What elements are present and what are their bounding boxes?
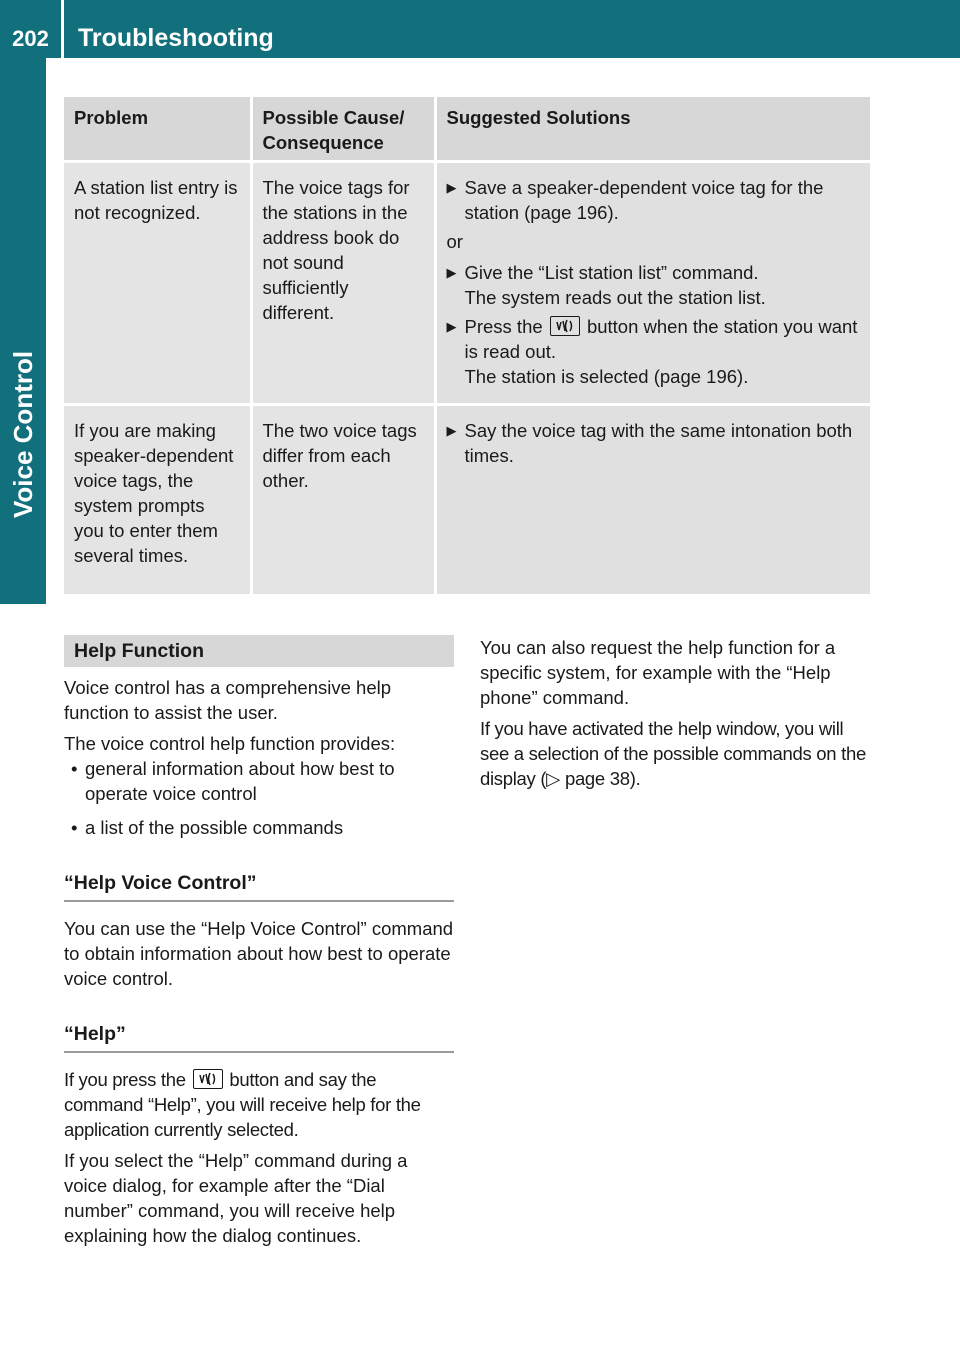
section-title: Troubleshooting [78,24,274,52]
left-column [64,635,454,1254]
right-column [480,635,872,797]
problem-cell: If you are making speaker-dependent voice tags, the system prompts you to enter them several times. [64,404,251,594]
step-text: Say the voice tag with the same intonation both times. [464,419,853,466]
column-header-solutions: Suggested Solutions [435,97,870,161]
list-item-text: a list of the possible commands [85,817,344,838]
page-header [0,0,960,58]
side-tab-label: Voice Control [8,350,38,518]
or-separator: or [446,230,463,252]
voice-control-icon [550,316,580,336]
voice-control-icon [193,1069,223,1089]
arrow-icon: ▶ [446,264,457,280]
column-header-problem: Problem [64,97,251,161]
help-heading: “Help” [64,1021,454,1053]
troubleshooting-table [64,97,870,594]
help-text-end: button and say the command “Help”, you will receive help for the application currently selected. [64,1069,421,1140]
list-item [64,815,454,840]
side-tab [0,58,46,604]
arrow-icon: ▶ [446,318,457,334]
step-text: button when the station you want is read out. [464,315,858,362]
help-function-provides: The voice control help function provides: [64,733,396,754]
solutions-cell [435,161,870,404]
bullet-icon: • [71,817,78,838]
page-number: 202 [0,0,64,58]
arrow-icon: ▶ [446,179,457,195]
step-result: The system reads out the station list. [464,286,766,308]
help-voice-control-text: You can use the “Help Voice Control” command to obtain information about how best to operate voice control. [64,918,454,989]
cause-cell: The two voice tags differ from each other. [251,404,435,594]
step-text: Give the “List station list” command. [464,261,759,283]
table-header-row [64,97,870,161]
solution-step [447,175,861,225]
bullet-icon: • [71,758,78,779]
cause-cell: The voice tags for the stations in the address book do not sound sufficiently different. [251,161,435,404]
help-text-start: If you press the [64,1069,186,1090]
table-row [64,161,870,404]
help-dialog-text: If you select the “Help” command during a voice dialog, for example after the “Dial number” command, you will receive help explaining how the dialog continues. [64,1150,408,1246]
solution-step [447,418,861,468]
solution-step [447,314,861,389]
step-text: Press the [464,315,543,337]
step-text: Save a speaker-dependent voice tag for the station (page 196). [464,176,824,223]
step-result: The station is selected (page 196). [464,365,749,387]
specific-help-text: You can also request the help function for a specific system, for example with the “Help phone” command. [480,637,836,708]
column-header-cause: Possible Cause/ Consequence [251,97,435,161]
help-text [64,1067,454,1142]
solutions-cell [435,404,870,594]
arrow-icon: ▶ [446,422,457,438]
help-window-text: If you have activated the help window, you will see a selection of the possible commands on the display (▷ page 38). [480,718,866,789]
problem-cell: A station list entry is not recognized. [64,161,251,404]
list-item-text: general information about how best to operate voice control [85,758,395,804]
table-row [64,404,870,594]
help-function-heading: Help Function [64,635,454,667]
list-item [64,756,454,806]
help-function-intro: Voice control has a comprehensive help function to assist the user. [64,677,392,723]
solution-step [447,260,861,310]
help-voice-control-heading: “Help Voice Control” [64,870,454,902]
